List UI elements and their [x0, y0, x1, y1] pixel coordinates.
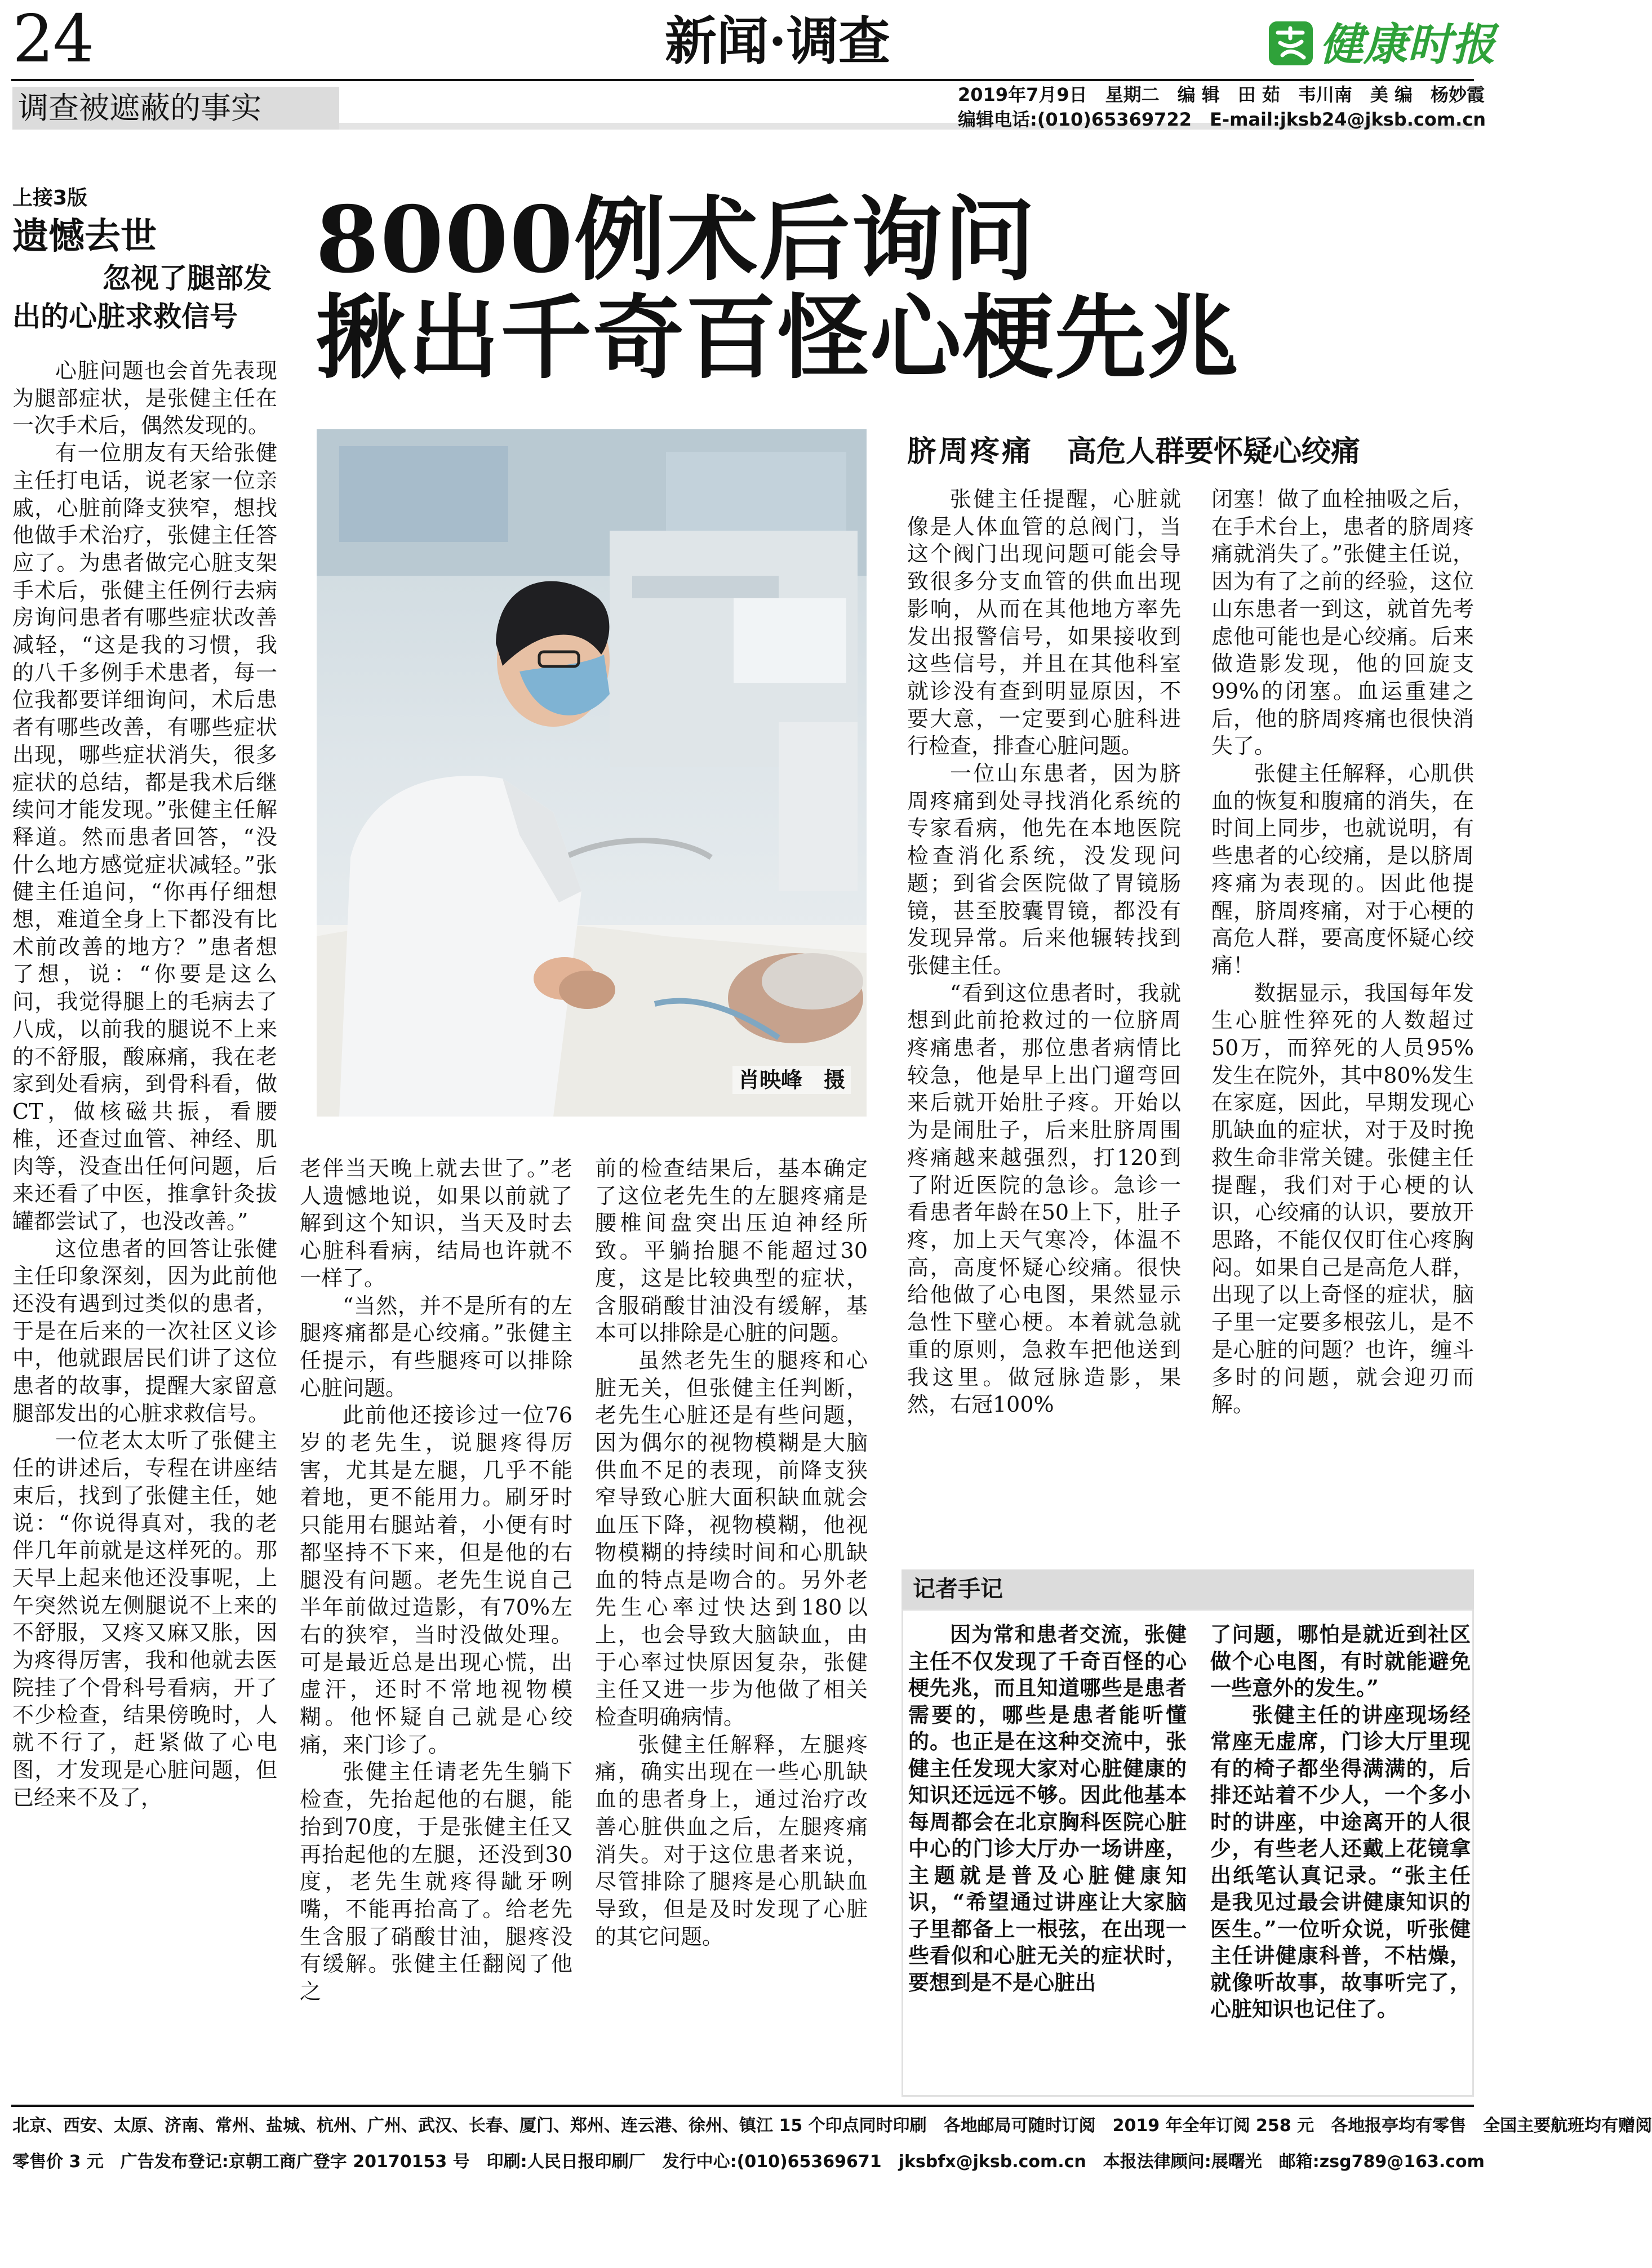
paragraph: 闭塞！做了血栓抽吸之后，在手术台上，患者的脐周疼痛就消失了。”张健主任说，因为有了之前的经验，这位山东患者一到这，就首先考虑他可能也是心绞痛。后来做造影发现，他的回旋支99%的闭塞。血运重建之后，他的脐周疼痛也很快消失了。 [1211, 487, 1474, 759]
photo-doctor-patient-illustration [317, 429, 867, 1117]
article-column-2 [300, 1155, 572, 2098]
paragraph: 张健主任的讲座现场经常座无虚席，门诊大厅里现有的椅子都坐得满满的，后排还站着不少人，一个多小时的讲座，中途离开的人很少，有些老人还戴上花镜拿出纸笔认真记录。“张主任是我见过最会讲健康知识的医生。”一位听众说，听张健主任讲健康科普，不枯燥，就像听故事，故事听完了，心脏知识也记住了。 [1210, 1702, 1471, 2021]
paragraph: 这位患者的回答让张健主任印象深刻，因为此前他还没有遇到过类似的患者，于是在后来的一次社区义诊中，他就跟居民们讲了这位患者的故事，提醒大家留意腿部发出的心脏求救信号。 [12, 1236, 277, 1426]
main-headline-line1: 8000例术后询问 [316, 186, 1036, 293]
paragraph: 此前他还接诊过一位76岁的老先生，说腿疼得厉害，尤其是左腿，几乎不能着地，更不能用力。刷牙时只能用右腿站着，小便有时都坚持不下来，但是他的右腿没有问题。老先生说自己半年前做过造影，有70%左右的狭窄，当时没做处理。可是最近总是出现心慌，出虚汗，还时不常地视物模糊。他怀疑自己就是心绞痛，来门诊了。 [300, 1403, 572, 1757]
header-rule [11, 79, 1474, 81]
paragraph: 张健主任请老先生躺下检查，先抬起他的右腿，能抬到70度，于是张健主任又再抬起他的左腿，还没到30度，老先生就疼得龇牙咧嘴，不能再抬高了。给老先生含服了硝酸甘油，腿疼没有缓解。张健主任翻阅了他之 [300, 1759, 572, 2004]
paragraph: 一位山东患者，因为脐周疼痛到处寻找消化系统的专家看病，他先在本地医院检查消化系统，没发现问题；到省会医院做了胃镜肠镜，甚至胶囊胃镜，都没有发现异常。后来他辗转找到张健主任。 [907, 761, 1181, 978]
paragraph: 因为常和患者交流，张健主任不仅发现了千奇百怪的心梗先兆，而且知道哪些是患者需要的，哪些是患者能听懂的。也正是在这种交流中，张健主任发现大家对心脏健康的知识还远远不够。因此他基本每周都会在北京胸科医院心脏中心的门诊大厅办一场讲座，主题就是普及心脏健康知识，“希望通过讲座让大家脑子里都备上一根弦，在出现一些看似和心脏无关的症状时，要想到是不是心脏出 [908, 1622, 1187, 1995]
section-title: 新闻·调查 [664, 11, 891, 72]
paragraph: 了问题，哪怕是就近到社区做个心电图，有时就能避免一些意外的发生。” [1210, 1622, 1471, 1700]
photo-credit: 肖映峰 摄 [732, 1066, 851, 1094]
paragraph: 数据显示，我国每年发生心脏性猝死的人数超过50万，而猝死的人员95%发生在院外，其中80%发生在家庭，因此，早期发现心肌缺血的症状，对于及时挽救生命非常关键。张健主任提醒，我们对于心梗的认识，心绞痛的认识，要放开思路，不能仅仅盯住心疼胸闷。如果自己是高危人群，出现了以上奇怪的症状，脑子里一定要多根弦儿，是不是心脏的问题？也许，缠斗多时的问题，就会迎刃而解。 [1211, 980, 1474, 1417]
section-subhead [907, 428, 1474, 481]
page-number: 24 [12, 1, 94, 77]
article-column-5 [1211, 486, 1474, 1559]
subhead-keyword: 脐周疼痛 [907, 434, 1034, 469]
editor-contact: 编辑电话:(010)65369722 E-mail:jksb24@jksb.com.cn [958, 109, 1486, 130]
paragraph: 前的检查结果后，基本确定了这位老先生的左腿疼痛是腰椎间盘突出压迫神经所致。平躺抬腿不能超过30度，这是比较典型的症状，含服硝酸甘油没有缓解，基本可以排除是心脏的问题。 [595, 1156, 868, 1346]
news-photo [317, 429, 867, 1117]
paragraph: 张健主任提醒，心脏就像是人体血管的总阀门，当这个阀门出现问题可能会导致很多分支血管的供血出现影响，从而在其他地方率先发出报警信号，如果接收到这些信号，并且在其他科室就诊没有查到明显原因，不要大意，一定要到心脏科进行检查，排查心脏问题。 [907, 487, 1181, 759]
continued-from: 上接3版 [12, 186, 88, 210]
paragraph: 张健主任解释，左腿疼痛，确实出现在一些心肌缺血的患者身上，通过治疗改善心脏供血之后，左腿疼痛消失。对于这位患者来说，尽管排除了腿疼是心肌缺血导致，但是及时发现了心脏的其它问题。 [595, 1732, 868, 1949]
paragraph: 老伴当天晚上就去世了。”老人遗憾地说，如果以前就了解到这个知识，当天及时去心脏科看病，结局也许就不一样了。 [300, 1156, 572, 1291]
notes-label: 记者手记 [913, 1576, 1003, 1602]
footer-rule [11, 2105, 1474, 2107]
main-headline-line2: 揪出千奇百怪心梗先兆 [316, 284, 1240, 392]
article-column-3 [595, 1155, 868, 2098]
article-column-1 [12, 357, 277, 2097]
paragraph: 有一位朋友有天给张健主任打电话，说老家一位亲戚，心脏前降支狭窄，想找他做手术治疗，张健主任答应了。为患者做完心脏支架手术后，张健主任例行去病房询问患者有哪些症状改善减轻，“这是我的习惯，我的八千多例手术患者，每一位我都要详细询问，术后患者有哪些改善，有哪些症状出现，哪些症状消失，很多症状的总结，都是我术后继续问才能发现。”张健主任解释道。然而患者回答，“没什么地方感觉症状减轻。”张健主任追问，“你再仔细想想，难道全身上下都没有比术前改善的地方？”患者想了想，说：“你要是这么问，我觉得腿上的毛病去了八成，以前我的腿说不上来的不舒服，酸麻痛，我在老家到处看病，到骨科看，做CT，做核磁共振，看腰椎，还查过血管、神经、肌肉等，没查出任何问题，后来还看了中医，推拿针灸拔罐都尝试了，也没改善。” [12, 441, 277, 1234]
subhead-text: 高危人群要怀疑心绞痛 [1067, 435, 1361, 469]
dateline: 2019年7月9日 星期二 编 辑 田 茹 韦川南 美 编 杨妙霞 [958, 84, 1485, 105]
paragraph: 虽然老先生的腿疼和心脏无关，但张健主任判断，老先生心脏还是有些问题，因为偶尔的视物模糊是大脑供血不足的表现，前降支狭窄导致心脏大面积缺血就会血压下降，视物模糊，他视物模糊的持续时间和心肌缺血的特点是吻合的。另外老先生心率过快达到180以上，也会导致大脑缺血，由于心率过快原因复杂，张健主任又进一步为他做了相关检查明确病情。 [595, 1348, 868, 1730]
sidebar-headline: 遗憾去世 [12, 215, 157, 257]
paragraph: “当然，并不是所有的左腿疼痛都是心绞痛。”张健主任提示，有些腿疼可以排除心脏问题。 [300, 1293, 572, 1400]
logo-mark-icon [1268, 20, 1314, 66]
masthead-logo [1268, 17, 1496, 73]
footer-publisher-info: 零售价 3 元 广告发布登记:京朝工商广登字 20170153 号 印刷:人民日报印刷厂 发行中心:(010)65369671 jksbfx@jksb.com.cn 本报法律顾问:展曙光 邮箱:zsg789@163.com [12, 2152, 1485, 2172]
paragraph: 一位老太太听了张健主任的讲述后，专程在讲座结束后，找到了张健主任，她说：“你说得真对，我的老伴几年前就是这样死的。那天早上起来他还没事呢，上午突然说左侧腿说不上来的不舒服，又疼又麻又胀，因为疼得厉害，我和他就去医院挂了个骨科号看病，开了不少检查，结果傍晚时，人就不行了，赶紧做了心电图，才发现是心脏问题，但已经来不及了， [12, 1428, 277, 1810]
notes-column-2 [1210, 1621, 1471, 2093]
article-column-4 [907, 486, 1181, 1559]
logo-text: 健康时报 [1320, 19, 1496, 70]
paragraph: 张健主任解释，心肌供血的恢复和腹痛的消失，在时间上同步，也就说明，有些患者的心绞痛，是以脐周疼痛为表现的。因此他提醒，脐周疼痛，对于心梗的高危人群，要高度怀疑心绞痛！ [1211, 761, 1474, 978]
column-name: 调查被遮蔽的事实 [12, 87, 339, 130]
footer-print-info: 北京、西安、太原、济南、常州、盐城、杭州、广州、武汉、长春、厦门、郑州、连云港、徐州、镇江 15 个印点同时印刷 各地邮局可随时订阅 2019 年全年订阅 258 元 各地报亭均有零售 全国主要航班均有赠阅 [12, 2116, 1652, 2136]
sidebar-subhead-line2: 出的心脏求救信号 [12, 300, 238, 333]
sidebar-subhead-line1: 忽视了腿部发 [103, 261, 272, 295]
paragraph: “看到这位患者时，我就想到此前抢救过的一位脐周疼痛患者，那位患者病情比较急，他是早上出门遛弯回来后就开始肚子疼。开始以为是闹肚子，后来肚脐周围疼痛越来越强烈，打120到了附近医院的急诊。急诊一看患者年龄在50上下，肚子疼，加上天气寒冷，体温不高，高度怀疑心绞痛。很快给他做了心电图，果然显示急性下壁心梗。本着就急就重的原则，急救车把他送到我这里。做冠脉造影，果然，右冠100% [907, 980, 1181, 1417]
paragraph: 心脏问题也会首先表现为腿部症状，是张健主任在一次手术后，偶然发现的。 [12, 358, 277, 438]
notes-column-1 [908, 1621, 1187, 2093]
